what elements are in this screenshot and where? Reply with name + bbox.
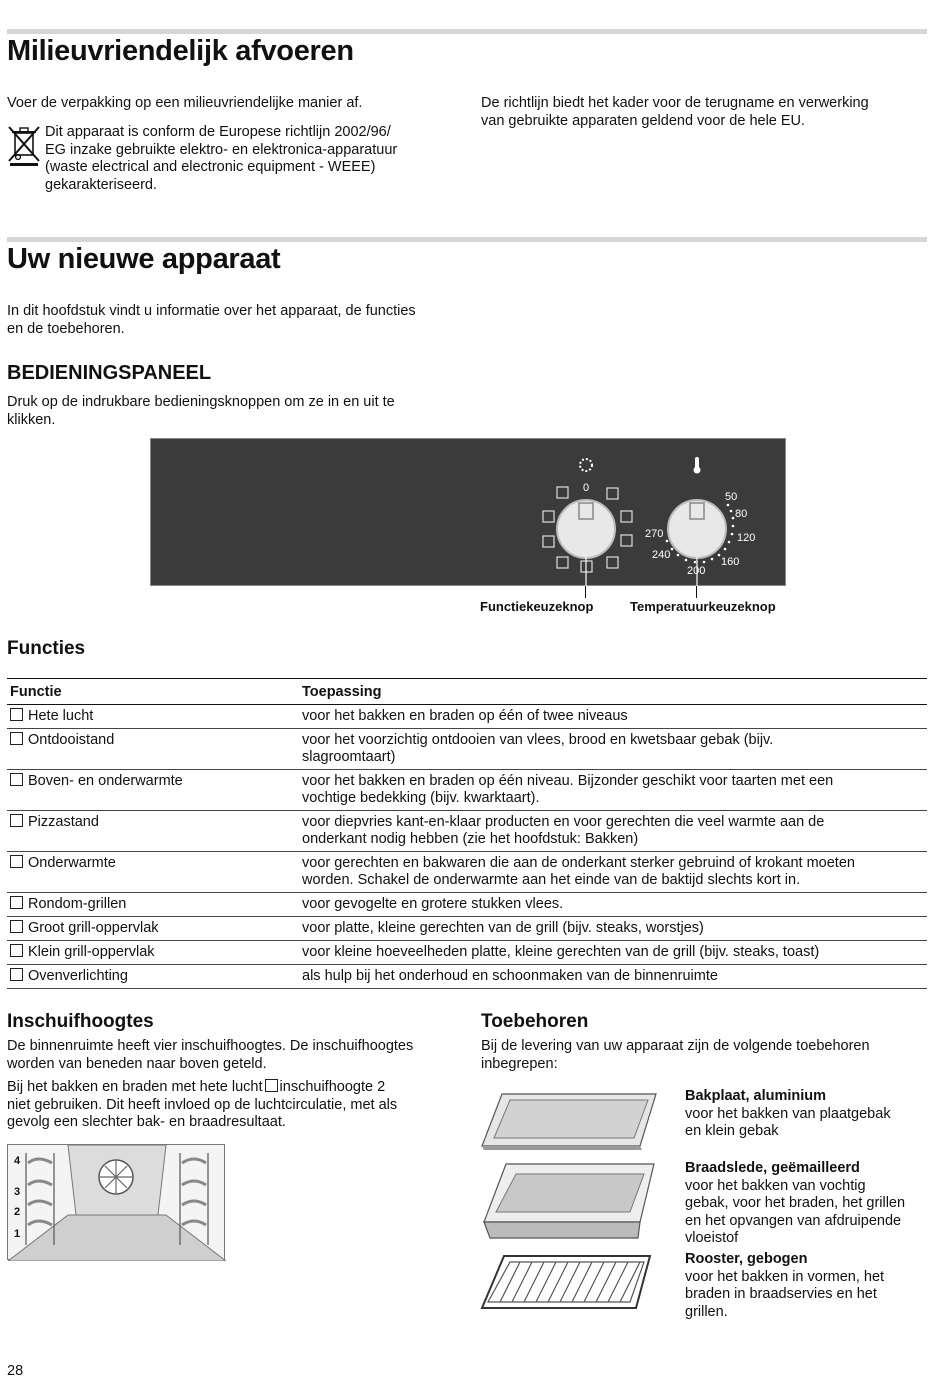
text-line: niet gebruiken. Dit heeft invloed op de luchtcirculatie, met als xyxy=(7,1096,398,1113)
accessory-name: Braadslede, geëmailleerd xyxy=(685,1160,860,1176)
text-line: In dit hoofdstuk vindt u informatie over het apparaat, de functies xyxy=(7,303,416,319)
text-line: Bij de levering van uw apparaat zijn de volgende toebehoren xyxy=(481,1038,870,1054)
function-knob xyxy=(557,500,615,558)
function-name: Pizzastand xyxy=(28,814,99,830)
baking-tray-image xyxy=(480,1090,665,1152)
accessories-heading: Toebehoren xyxy=(481,1011,589,1032)
function-name: Rondom-grillen xyxy=(28,896,127,912)
accessory-desc: voor het bakken van plaatgebak xyxy=(685,1105,891,1122)
function-name: Klein grill-oppervlak xyxy=(28,944,155,960)
level-number: 2 xyxy=(14,1206,21,1218)
table-row xyxy=(7,770,927,811)
accessory-item xyxy=(685,1251,884,1321)
function-use: onderkant nodig hebben (zie het hoofdstuk: Bakken) xyxy=(302,831,639,847)
text-line: inbegrepen: xyxy=(481,1055,558,1072)
temp-mark: 80 xyxy=(735,508,748,520)
function-use: voor gerechten en bakwaren die aan de onderkant sterker gebruind of krokant moeten xyxy=(302,855,855,871)
callout-line xyxy=(585,586,586,598)
fan-icon xyxy=(10,708,23,721)
function-name: Onderwarmte xyxy=(28,855,116,871)
level-number: 4 xyxy=(14,1155,21,1167)
function-use: voor platte, kleine gerechten van de grill (bijv. steaks, worstjes) xyxy=(302,920,704,936)
function-name: Boven- en onderwarmte xyxy=(28,773,183,789)
function-use: slagroomtaart) xyxy=(302,749,396,765)
thermometer-icon xyxy=(694,457,701,474)
accessory-desc: en klein gebak xyxy=(685,1123,779,1139)
function-use: worden. Schakel de onderwarmte aan het einde van de baktijd slechts kort in. xyxy=(302,872,801,888)
function-name: Groot grill-oppervlak xyxy=(28,920,159,936)
temp-mark: 120 xyxy=(737,532,756,544)
weee-line: Dit apparaat is conform de Europese richtlijn 2002/96/ xyxy=(45,124,391,140)
weee-line: (waste electrical and electronic equipment - WEEE) xyxy=(45,159,376,175)
callout-line xyxy=(696,586,697,598)
text-fragment: inschuifhoogte 2 xyxy=(279,1079,386,1095)
wire-rack-image xyxy=(478,1252,658,1314)
function-selector-symbol-icon xyxy=(580,459,592,471)
section-title-appliance: Uw nieuwe apparaat xyxy=(7,243,281,275)
function-zero-mark: 0 xyxy=(583,482,590,494)
table-row xyxy=(7,852,927,893)
weee-line: gekarakteriseerd. xyxy=(45,176,158,193)
table-header-row xyxy=(7,679,927,705)
accessory-desc: voor het bakken van vochtig xyxy=(685,1177,866,1194)
weee-line: EG inzake gebruikte elektro- en elektronica-apparatuur xyxy=(45,141,398,158)
levels-paragraph-2 xyxy=(7,1079,467,1132)
oven-light-icon xyxy=(10,968,23,981)
defrost-icon xyxy=(10,732,23,745)
roasting-pan-image xyxy=(480,1162,665,1244)
accessory-name: Bakplaat, aluminium xyxy=(685,1088,827,1104)
text-line: De richtlijn biedt het kader voor de terugname en verwerking xyxy=(481,95,869,111)
accessory-desc: braden in braadservies en het xyxy=(685,1286,877,1302)
accessory-desc: gebak, voor het braden, het grillen xyxy=(685,1195,906,1211)
table-row xyxy=(7,917,927,941)
large-grill-icon xyxy=(10,920,23,933)
disposal-intro: Voer de verpakking op een milieuvriendelijke manier af. xyxy=(7,95,363,111)
functions-table xyxy=(7,678,927,989)
function-use: als hulp bij het onderhoud en schoonmaken van de binnenruimte xyxy=(302,968,718,984)
page-number: 28 xyxy=(7,1363,24,1379)
text-line: Druk op de indrukbare bedieningsknoppen om ze in en uit te xyxy=(7,394,395,410)
table-row xyxy=(7,811,927,852)
temp-mark: 240 xyxy=(652,549,671,561)
panel-intro xyxy=(7,394,395,429)
table-row xyxy=(7,705,927,729)
temp-mark: 200 xyxy=(687,565,706,577)
text-line: en de toebehoren. xyxy=(7,320,125,337)
crossed-out-wheelie-bin-icon xyxy=(7,124,41,166)
text-line xyxy=(7,1079,467,1097)
levels-heading: Inschuifhoogtes xyxy=(7,1011,154,1032)
accessory-item xyxy=(685,1160,905,1248)
text-line: De binnenruimte heeft vier inschuifhoogtes. De inschuifhoogtes xyxy=(7,1038,414,1054)
function-use: vochtige bedekking (bijv. kwarktaart). xyxy=(302,790,540,806)
column-header-use: Toepassing xyxy=(299,679,927,705)
accessory-item xyxy=(685,1088,891,1141)
functions-heading: Functies xyxy=(7,638,86,659)
level-number: 3 xyxy=(14,1186,21,1198)
accessory-desc: voor het bakken in vormen, het xyxy=(685,1268,885,1285)
small-grill-icon xyxy=(10,944,23,957)
appliance-intro xyxy=(7,303,416,338)
level-number: 1 xyxy=(14,1228,21,1240)
function-name: Ontdooistand xyxy=(28,732,115,748)
function-use: voor kleine hoeveelheden platte, kleine gerechten van de grill (bijv. steaks, toast) xyxy=(302,944,820,960)
temp-mark: 160 xyxy=(721,556,740,568)
function-use: voor het voorzichtig ontdooien van vlees, brood en kwetsbaar gebak (bijv. xyxy=(302,732,774,748)
function-name: Ovenverlichting xyxy=(28,968,128,984)
function-use: voor het bakken en braden op één of twee niveaus xyxy=(302,708,628,724)
pizza-setting-icon xyxy=(10,814,23,827)
temp-mark: 50 xyxy=(725,491,738,503)
function-use: voor gevogelte en grotere stukken vlees. xyxy=(302,896,564,912)
table-row xyxy=(7,729,927,770)
table-row xyxy=(7,965,927,989)
text-line: klikken. xyxy=(7,411,56,428)
table-row xyxy=(7,893,927,917)
top-bottom-heat-icon xyxy=(10,773,23,786)
accessory-desc: en het opvangen van afdruipende xyxy=(685,1212,902,1229)
section-title-disposal: Milieuvriendelijk afvoeren xyxy=(7,35,354,67)
oven-interior-drawing xyxy=(8,1145,226,1261)
function-use: voor diepvries kant-en-klaar producten en voor gerechten die veel warmte aan de xyxy=(302,814,825,830)
temp-mark: 270 xyxy=(645,528,664,540)
fan-icon xyxy=(265,1079,278,1092)
accessories-intro xyxy=(481,1038,870,1073)
function-use: voor het bakken en braden op één niveau. Bijzonder geschikt voor taarten met een xyxy=(302,773,834,789)
function-name: Hete lucht xyxy=(28,708,94,724)
function-knob-label: Functiekeuzeknop xyxy=(480,599,594,614)
text-line: worden van beneden naar boven geteld. xyxy=(7,1055,267,1072)
accessory-desc: vloeistof xyxy=(685,1230,739,1246)
circulated-grill-icon xyxy=(10,896,23,909)
control-panel-image xyxy=(150,438,786,586)
section-divider xyxy=(7,29,927,34)
text-fragment: Bij het bakken en braden met hete lucht xyxy=(7,1079,263,1095)
text-line: van gebruikte apparaten geldend voor de hele EU. xyxy=(481,112,806,129)
table-row xyxy=(7,941,927,965)
text-line: gevolg een slechter bak- en braadresultaat. xyxy=(7,1114,286,1130)
bottom-heat-icon xyxy=(10,855,23,868)
temperature-knob xyxy=(668,500,726,558)
panel-heading: BEDIENINGSPANEEL xyxy=(7,362,212,384)
disposal-right-text xyxy=(481,95,869,130)
temperature-knob-label: Temperatuurkeuzeknop xyxy=(630,599,776,614)
levels-paragraph-1 xyxy=(7,1038,467,1073)
weee-text xyxy=(45,124,397,194)
column-header-function: Functie xyxy=(7,679,299,705)
accessory-name: Rooster, gebogen xyxy=(685,1251,808,1267)
accessory-desc: grillen. xyxy=(685,1303,728,1320)
section-divider xyxy=(7,237,927,242)
oven-interior-image xyxy=(7,1144,225,1260)
